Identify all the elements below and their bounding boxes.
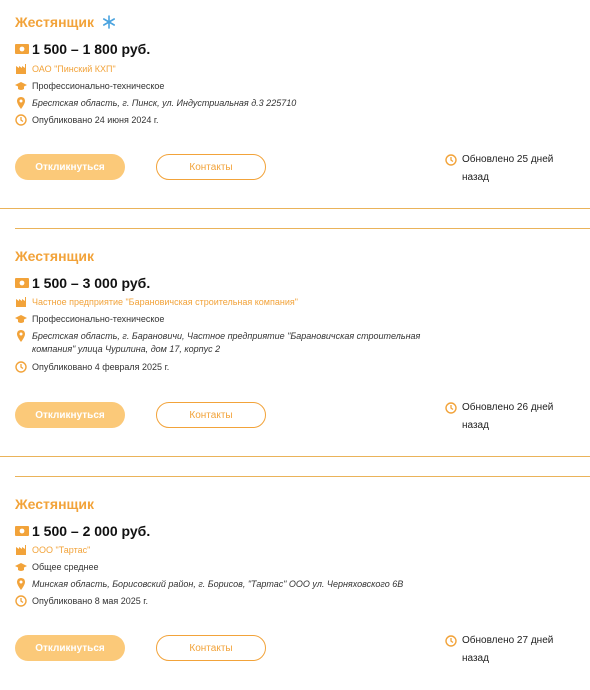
updated-info	[445, 151, 575, 187]
vacancy-title[interactable]: Жестянщик	[15, 14, 94, 30]
salary	[15, 275, 150, 291]
vacancy-title-link[interactable]	[15, 496, 94, 512]
published-row	[15, 595, 148, 608]
money-icon	[15, 278, 29, 288]
money-icon	[15, 526, 29, 536]
graduation-cap-icon	[15, 80, 27, 92]
address-text: Брестская область, г. Барановичи, Частное предприятие "Барановичская строительная компания" улица Чурилина, дом 17, корпус 2	[32, 331, 421, 354]
money-icon	[15, 44, 29, 54]
clock-icon	[15, 361, 27, 373]
factory-icon	[15, 544, 27, 556]
vacancy-card	[0, 488, 590, 690]
clock-icon	[445, 635, 457, 647]
factory-icon	[15, 63, 27, 75]
education-row	[15, 313, 164, 326]
graduation-cap-icon	[15, 561, 27, 573]
company-row	[15, 296, 298, 309]
address-text: Брестская область, г. Пинск, ул. Индустриальная д.3 225710	[32, 98, 297, 108]
company-name-link[interactable]: Частное предприятие "Барановичская строительная компания"	[32, 297, 298, 307]
address-row	[15, 330, 435, 356]
contacts-button[interactable]: Контакты	[156, 154, 266, 180]
card-divider	[0, 456, 590, 457]
updated-info	[445, 632, 575, 668]
updated-info	[445, 399, 575, 435]
location-pin-icon	[15, 578, 27, 590]
education-text: Профессионально-техническое	[32, 314, 165, 324]
updated-text: Обновлено 26 дней назад	[462, 402, 554, 431]
published-date: Опубликовано 8 мая 2025 г.	[32, 596, 148, 606]
location-pin-icon	[15, 330, 27, 342]
company-name-link[interactable]: ООО "Тартас"	[32, 545, 91, 555]
education-text: Профессионально-техническое	[32, 81, 165, 91]
published-date: Опубликовано 24 июня 2024 г.	[32, 115, 159, 125]
vacancy-title[interactable]: Жестянщик	[15, 496, 94, 512]
published-row	[15, 361, 169, 374]
graduation-cap-icon	[15, 313, 27, 325]
apply-button[interactable]: Откликнуться	[15, 154, 125, 180]
card-divider	[0, 208, 590, 209]
location-pin-icon	[15, 97, 27, 109]
address-row	[15, 578, 435, 591]
published-row	[15, 114, 159, 127]
clock-icon	[15, 595, 27, 607]
vacancy-card	[0, 240, 590, 460]
company-name-link[interactable]: ОАО "Пинский КХП"	[32, 64, 116, 74]
card-divider	[15, 476, 590, 477]
education-row	[15, 561, 99, 574]
vacancy-title[interactable]: Жестянщик	[15, 248, 94, 264]
address-text: Минская область, Борисовский район, г. Борисов, "Тартас" ООО ул. Черняховского 6В	[32, 579, 404, 589]
sparkle-icon	[102, 15, 116, 29]
clock-icon	[15, 114, 27, 126]
salary-value: 1 500 – 2 000 руб.	[32, 523, 151, 539]
vacancy-title-link[interactable]	[15, 248, 94, 264]
updated-text: Обновлено 27 дней назад	[462, 635, 554, 664]
salary	[15, 523, 150, 539]
salary-value: 1 500 – 3 000 руб.	[32, 275, 151, 291]
vacancy-card	[0, 0, 590, 210]
clock-icon	[445, 402, 457, 414]
updated-text: Обновлено 25 дней назад	[462, 154, 554, 183]
apply-button[interactable]: Откликнуться	[15, 402, 125, 428]
apply-button[interactable]: Откликнуться	[15, 635, 125, 661]
clock-icon	[445, 154, 457, 166]
factory-icon	[15, 296, 27, 308]
salary-value: 1 500 – 1 800 руб.	[32, 41, 151, 57]
company-row	[15, 544, 90, 557]
address-row	[15, 97, 335, 110]
contacts-button[interactable]: Контакты	[156, 402, 266, 428]
contacts-button[interactable]: Контакты	[156, 635, 266, 661]
education-row	[15, 80, 164, 93]
salary	[15, 41, 150, 57]
card-divider	[15, 228, 590, 229]
published-date: Опубликовано 4 февраля 2025 г.	[32, 362, 170, 372]
education-text: Общее среднее	[32, 562, 99, 572]
company-row	[15, 63, 116, 76]
vacancy-title-link[interactable]	[15, 14, 116, 30]
